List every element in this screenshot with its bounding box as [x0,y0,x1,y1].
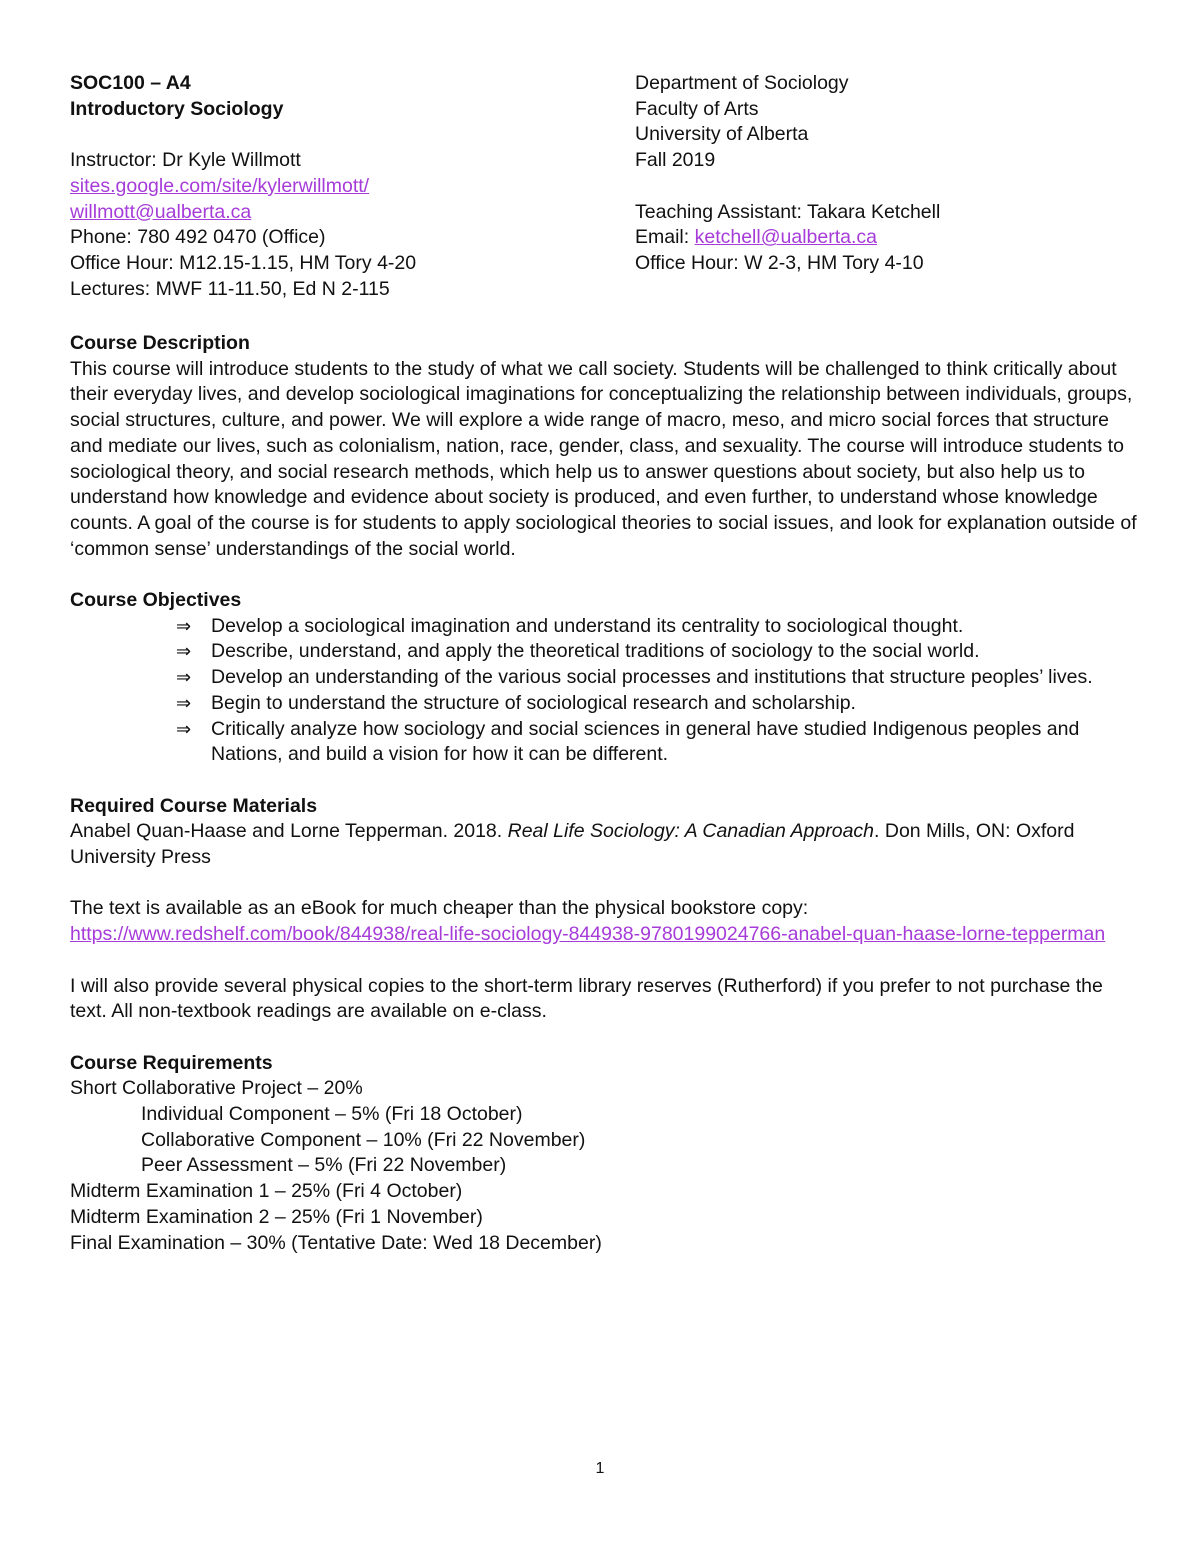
syllabus-body [70,331,1140,1256]
course-objectives-heading: Course Objectives [70,589,242,612]
objective-item: ⇒ Develop a sociological imagination and understand its centrality to sociological thought. [70,614,1140,640]
objective-item: ⇒ Critically analyze how sociology and social sciences in general have studied Indigenous peoples and Nations, and build a vision for how it can be different. [176,717,1080,766]
objective-item: ⇒ Begin to understand the structure of sociological research and scholarship. [70,691,1140,717]
course-objectives-section [70,588,1140,768]
requirement-project: Short Collaborative Project – 20% [70,1077,363,1100]
department-header [635,71,1155,277]
ebook-link[interactable]: https://www.redshelf.com/book/844938/real-life-sociology-844938-9780199024766-anabel-quan-haase-lorne-tepperman [70,923,1106,946]
textbook-citation: Anabel Quan-Haase and Lorne Tepperman. 2018. Real Life Sociology: A Canadian Approach. Don Mills, ON: Oxford University Press [70,820,1075,869]
arrow-icon: ⇒ [176,615,192,637]
instructor-office-hour: Office Hour: M12.15-1.15, HM Tory 4-20 [70,251,417,274]
requirement-subitem: Peer Assessment – 5% (Fri 22 November) [141,1154,507,1177]
instructor-phone: Phone: 780 492 0470 (Office) [70,226,326,249]
course-description-section [70,331,1140,562]
course-title: Introductory Sociology [70,97,284,120]
page-number: 1 [595,1460,605,1477]
required-materials-heading: Required Course Materials [70,794,318,817]
course-description-heading: Course Description [70,332,250,354]
course-description-text: This course will introduce students to the study of what we call society. Students will be challenged to think critically about their everyday lives, and develop sociological imaginations for conceptualizing the relationship between individuals, groups, social structures, culture, and power. We will explore a wide range of macro, meso, and micro social forces that structure and mediate our lives, such as colonialism, nation, race, gender, class, and sexuality. The course will introduce students to sociological theory, and social research methods, which help us to answer questions about society, but also help us to understand how knowledge and evidence about society is produced, and even further, to understand whose knowledge counts. A goal of the course is for students to apply sociological theories to social issues, and look for explanation outside of ‘common sense’ understandings of the social world. [70,357,1137,560]
requirement-final-exam: Final Examination – 30% (Tentative Date: Wed 18 December) [70,1231,602,1254]
reserves-note: I will also provide several physical copies to the short-term library reserves (Rutherford) if you prefer to not purchase the text. All non-textbook readings are available on e-class. [70,974,1103,1023]
university-name: University of Alberta [635,123,809,146]
ta-email-label: Email: [635,226,695,249]
arrow-icon: ⇒ [176,667,192,689]
ta-name: Teaching Assistant: Takara Ketchell [635,200,941,223]
objectives-list [70,614,1140,768]
faculty-name: Faculty of Arts [635,97,759,120]
arrow-icon: ⇒ [176,718,192,740]
requirement-subitem: Collaborative Component – 10% (Fri 22 November) [141,1128,586,1151]
course-requirements-section [70,1051,1140,1257]
course-requirements-heading: Course Requirements [70,1051,273,1074]
department-name: Department of Sociology [635,72,849,94]
ta-office-hour: Office Hour: W 2-3, HM Tory 4-10 [635,251,924,274]
instructor-name: Instructor: Dr Kyle Willmott [70,149,301,172]
term: Fall 2019 [635,149,716,172]
arrow-icon: ⇒ [176,692,192,714]
requirement-subitem: Individual Component – 5% (Fri 18 October) [141,1103,523,1126]
required-materials-section [70,794,1140,1025]
instructor-email-link[interactable]: willmott@ualberta.ca [70,200,252,223]
ebook-note: The text is available as an eBook for much cheaper than the physical bookstore copy: [70,897,809,920]
requirement-midterm-2: Midterm Examination 2 – 25% (Fri 1 November) [70,1205,483,1228]
textbook-title: Real Life Sociology: A Canadian Approach [507,820,875,843]
ta-email-link[interactable]: ketchell@ualberta.ca [694,226,878,249]
course-code: SOC100 – A4 [70,72,191,94]
lecture-times: Lectures: MWF 11-11.50, Ed N 2-115 [70,277,390,300]
course-header [70,71,610,302]
instructor-website-link[interactable]: sites.google.com/site/kylerwillmott/ [70,174,370,197]
objective-item: ⇒ Describe, understand, and apply the theoretical traditions of sociology to the social world. [70,639,1140,665]
objective-item: ⇒ Develop an understanding of the various social processes and institutions that structure peoples’ lives. [70,665,1140,691]
arrow-icon: ⇒ [176,641,192,663]
requirement-midterm-1: Midterm Examination 1 – 25% (Fri 4 October) [70,1180,463,1203]
